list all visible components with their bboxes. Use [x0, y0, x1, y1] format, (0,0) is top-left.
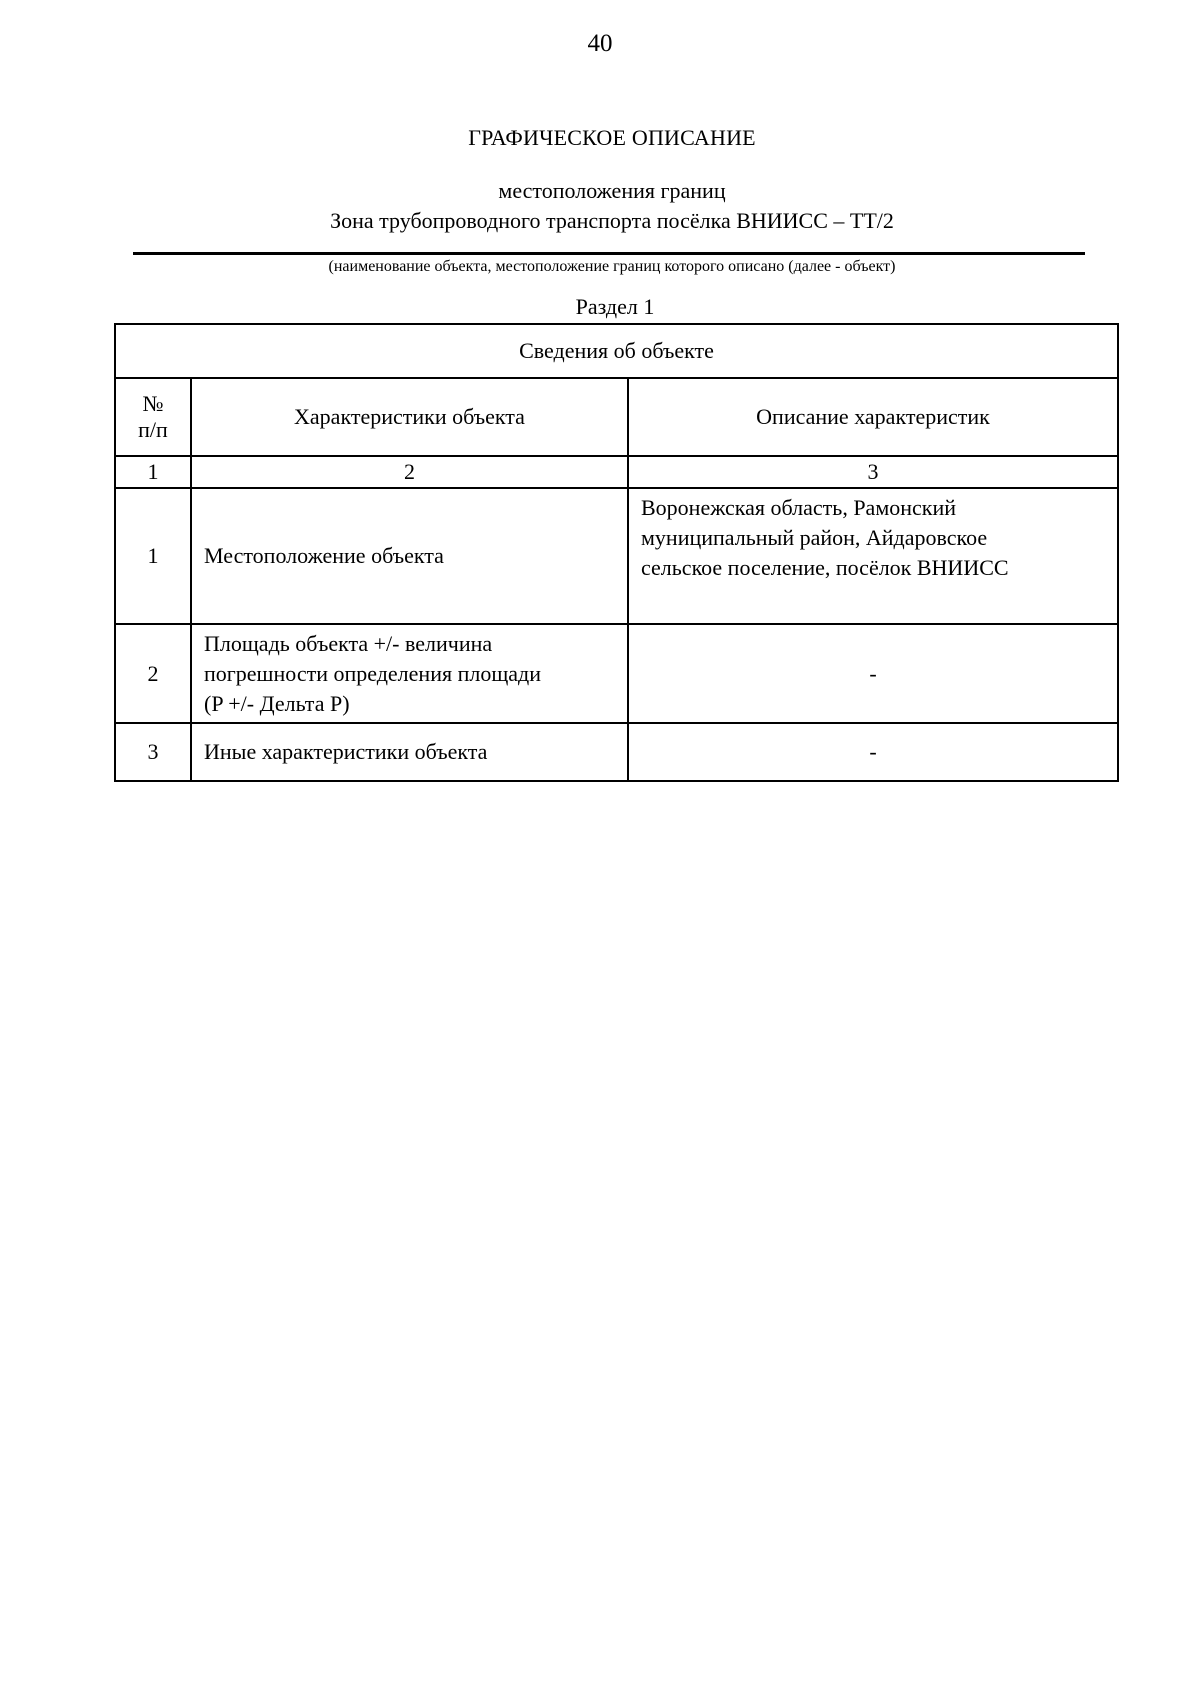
subtitle-line-1: местоположения границ — [498, 178, 726, 203]
table-row — [115, 488, 1118, 624]
row-num: 2 — [115, 624, 191, 723]
table-caption-row — [115, 324, 1118, 378]
description-line: сельское поселение, посёлок ВНИИСС — [641, 555, 1009, 580]
subtitle-line-2: Зона трубопроводного транспорта посёлка ВНИИСС – ТТ/2 — [330, 208, 894, 233]
table-row — [115, 624, 1118, 723]
object-name-caption: (наименование объекта, местоположение границ которого описано (далее - объект) — [328, 258, 896, 275]
column-index-row — [115, 456, 1118, 488]
row-characteristic: Местоположение объекта — [191, 488, 628, 624]
object-info-table — [114, 323, 1119, 782]
document-subtitle — [0, 176, 1200, 236]
section-label: Раздел 1 — [575, 294, 655, 319]
header-characteristic: Характеристики объекта — [191, 378, 628, 456]
object-name-rule — [133, 252, 1085, 255]
header-num — [115, 378, 191, 456]
header-num-line-1: № — [142, 391, 164, 416]
table-caption: Сведения об объекте — [115, 324, 1118, 378]
row-num: 3 — [115, 723, 191, 781]
page-number: 40 — [587, 30, 613, 57]
header-description: Описание характеристик — [628, 378, 1118, 456]
column-index: 1 — [115, 456, 191, 488]
column-index: 3 — [628, 456, 1118, 488]
row-characteristic: Иные характеристики объекта — [191, 723, 628, 781]
description-line: Воронежская область, Рамонский — [641, 495, 957, 520]
column-index: 2 — [191, 456, 628, 488]
header-num-line-2: п/п — [138, 417, 168, 442]
row-description: - — [628, 723, 1118, 781]
description-line: муниципальный район, Айдаровское — [641, 525, 988, 550]
characteristic-line: погрешности определения площади — [204, 660, 542, 686]
row-description — [628, 488, 1118, 624]
table-header-row — [115, 378, 1118, 456]
table-row — [115, 723, 1118, 781]
row-num: 1 — [115, 488, 191, 624]
row-characteristic — [191, 624, 628, 723]
row-description: - — [628, 624, 1118, 723]
characteristic-line: Площадь объекта +/- величина — [204, 630, 493, 656]
characteristic-line: (P +/- Дельта P) — [204, 690, 350, 716]
document-title: ГРАФИЧЕСКОЕ ОПИСАНИЕ — [468, 125, 756, 150]
